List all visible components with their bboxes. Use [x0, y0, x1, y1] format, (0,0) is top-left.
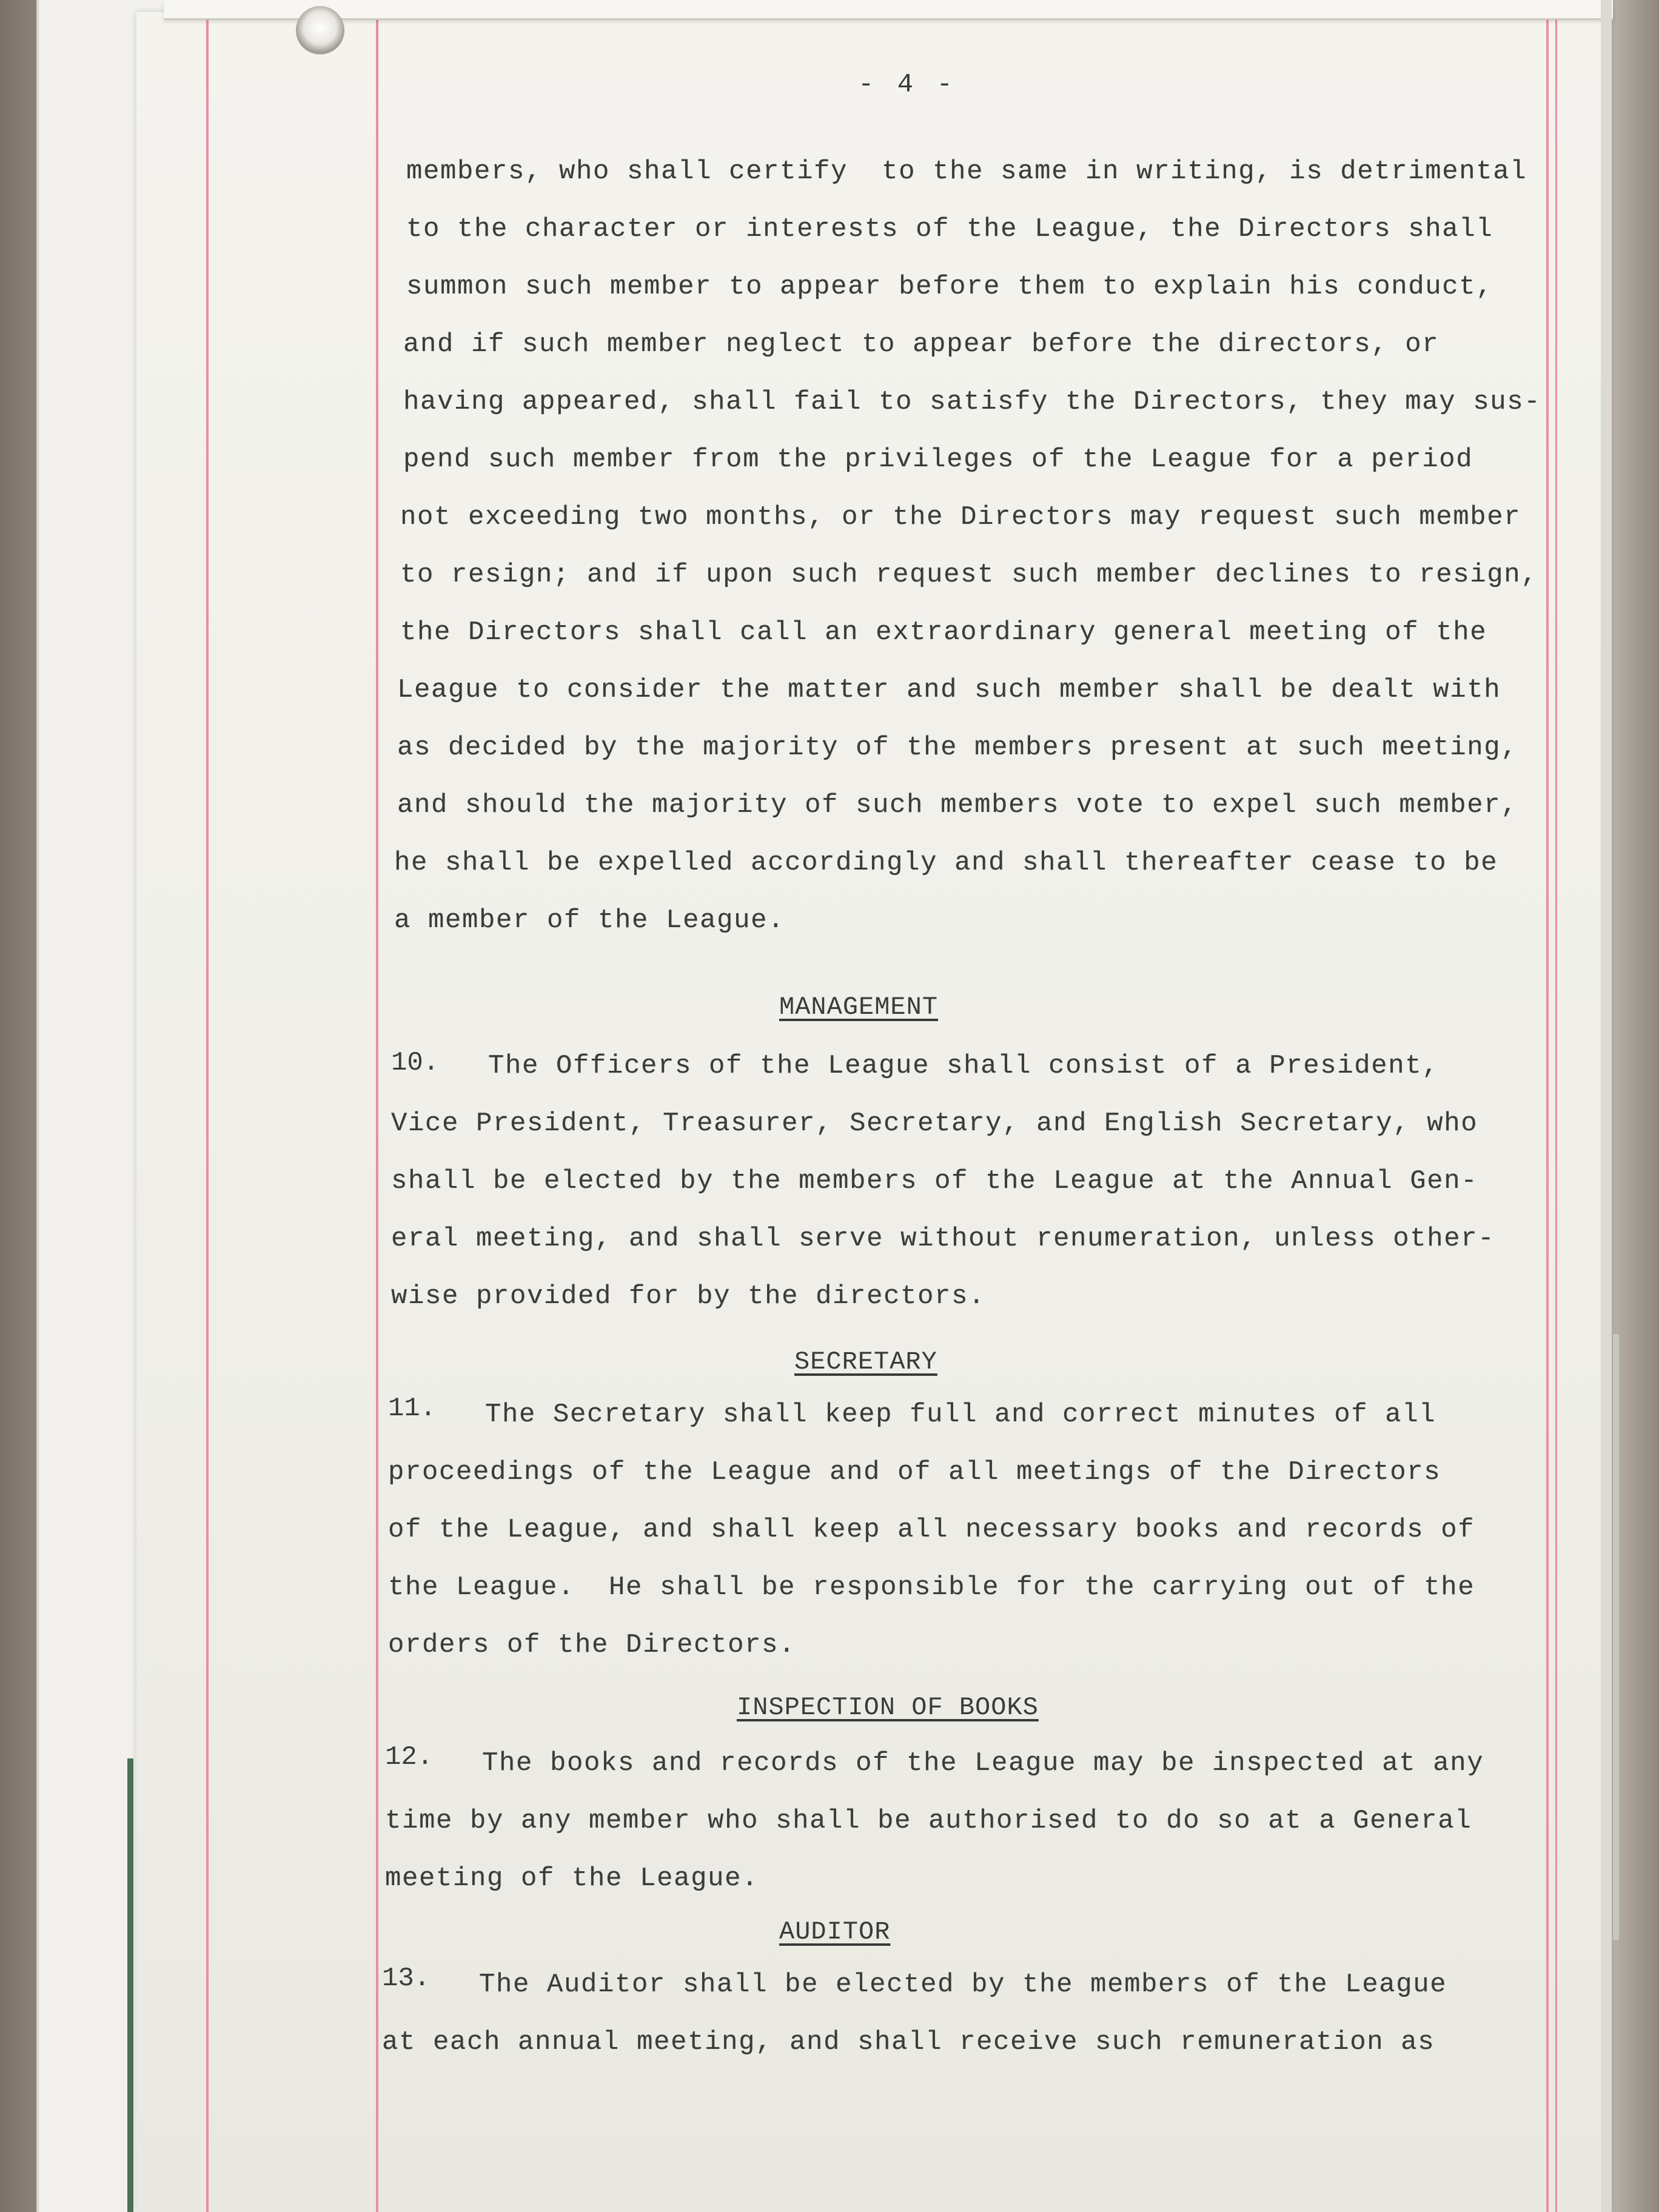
right-margin-rule-2	[1555, 12, 1557, 2212]
text-line: to resign; and if upon such request such member declines to resign,	[400, 560, 1538, 590]
text-line: shall be elected by the members of the League at the Annual Gen-	[391, 1166, 1478, 1196]
text-line: he shall be expelled accordingly and shall thereafter cease to be	[394, 848, 1498, 878]
text-line: of the League, and shall keep all necessary books and records of	[388, 1515, 1475, 1545]
text-line: time by any member who shall be authorised to do so at a General	[385, 1806, 1472, 1836]
text-line: and if such member neglect to appear before the directors, or	[403, 329, 1439, 360]
text-line: having appeared, shall fail to satisfy the Directors, they may sus-	[403, 387, 1541, 417]
text-line: as decided by the majority of the members present at such meeting,	[397, 732, 1518, 763]
left-margin-rule-outer	[206, 12, 209, 2212]
left-margin-rule-inner	[376, 12, 378, 2212]
text-line: members, who shall certify to the same in writing, is detrimental	[406, 156, 1527, 187]
text-line: at each annual meeting, and shall receive such remuneration as	[382, 2027, 1435, 2057]
section-heading-auditor: AUDITOR	[779, 1917, 891, 1946]
text-line: summon such member to appear before them to explain his conduct,	[406, 272, 1493, 302]
text-line: The books and records of the League may be inspected at any	[482, 1748, 1484, 1778]
paragraph-number: 13.	[382, 1963, 431, 1994]
text-line: League to consider the matter and such member shall be dealt with	[397, 675, 1501, 705]
right-margin-rule	[1546, 12, 1549, 2212]
text-line: pend such member from the privileges of the League for a period	[403, 444, 1473, 475]
section-heading-inspection-of-books: INSPECTION OF BOOKS	[737, 1693, 1039, 1722]
section-heading-management: MANAGEMENT	[779, 993, 939, 1022]
text-line: and should the majority of such members vote to expel such member,	[397, 790, 1518, 820]
paragraph-number: 12.	[385, 1742, 434, 1772]
text-line: a member of the League.	[394, 905, 785, 936]
text-line: orders of the Directors.	[388, 1630, 796, 1660]
stacked-sheets-edge-2	[1613, 1334, 1619, 1940]
text-line: proceedings of the League and of all meetings of the Directors	[388, 1457, 1441, 1487]
paragraph-number: 11.	[388, 1393, 437, 1424]
section-heading-secretary: SECRETARY	[794, 1347, 937, 1376]
stacked-sheets-edge	[1601, 0, 1612, 2212]
binder-punch-hole	[296, 6, 344, 55]
text-line: eral meeting, and shall serve without renumeration, unless other-	[391, 1224, 1495, 1254]
text-line: The Officers of the League shall consist of a President,	[488, 1051, 1439, 1081]
previous-sheet-fold	[164, 0, 1613, 20]
text-line: the League. He shall be responsible for the carrying out of the	[388, 1572, 1475, 1603]
text-line: meeting of the League.	[385, 1863, 759, 1894]
text-line: The Auditor shall be elected by the members of the League	[479, 1969, 1447, 2000]
underlying-sheet-edge	[127, 1758, 133, 2212]
text-line: wise provided for by the directors.	[391, 1281, 986, 1312]
paragraph-number: 10.	[391, 1048, 440, 1078]
text-line: the Directors shall call an extraordinary general meeting of the	[400, 617, 1487, 648]
text-line: not exceeding two months, or the Directors may request such member	[400, 502, 1521, 532]
text-line: The Secretary shall keep full and correct minutes of all	[485, 1399, 1436, 1430]
typed-page	[136, 12, 1610, 2212]
text-line: Vice President, Treasurer, Secretary, and English Secretary, who	[391, 1108, 1478, 1139]
text-line: to the character or interests of the League, the Directors shall	[406, 214, 1493, 244]
page-number: - 4 -	[858, 70, 957, 100]
